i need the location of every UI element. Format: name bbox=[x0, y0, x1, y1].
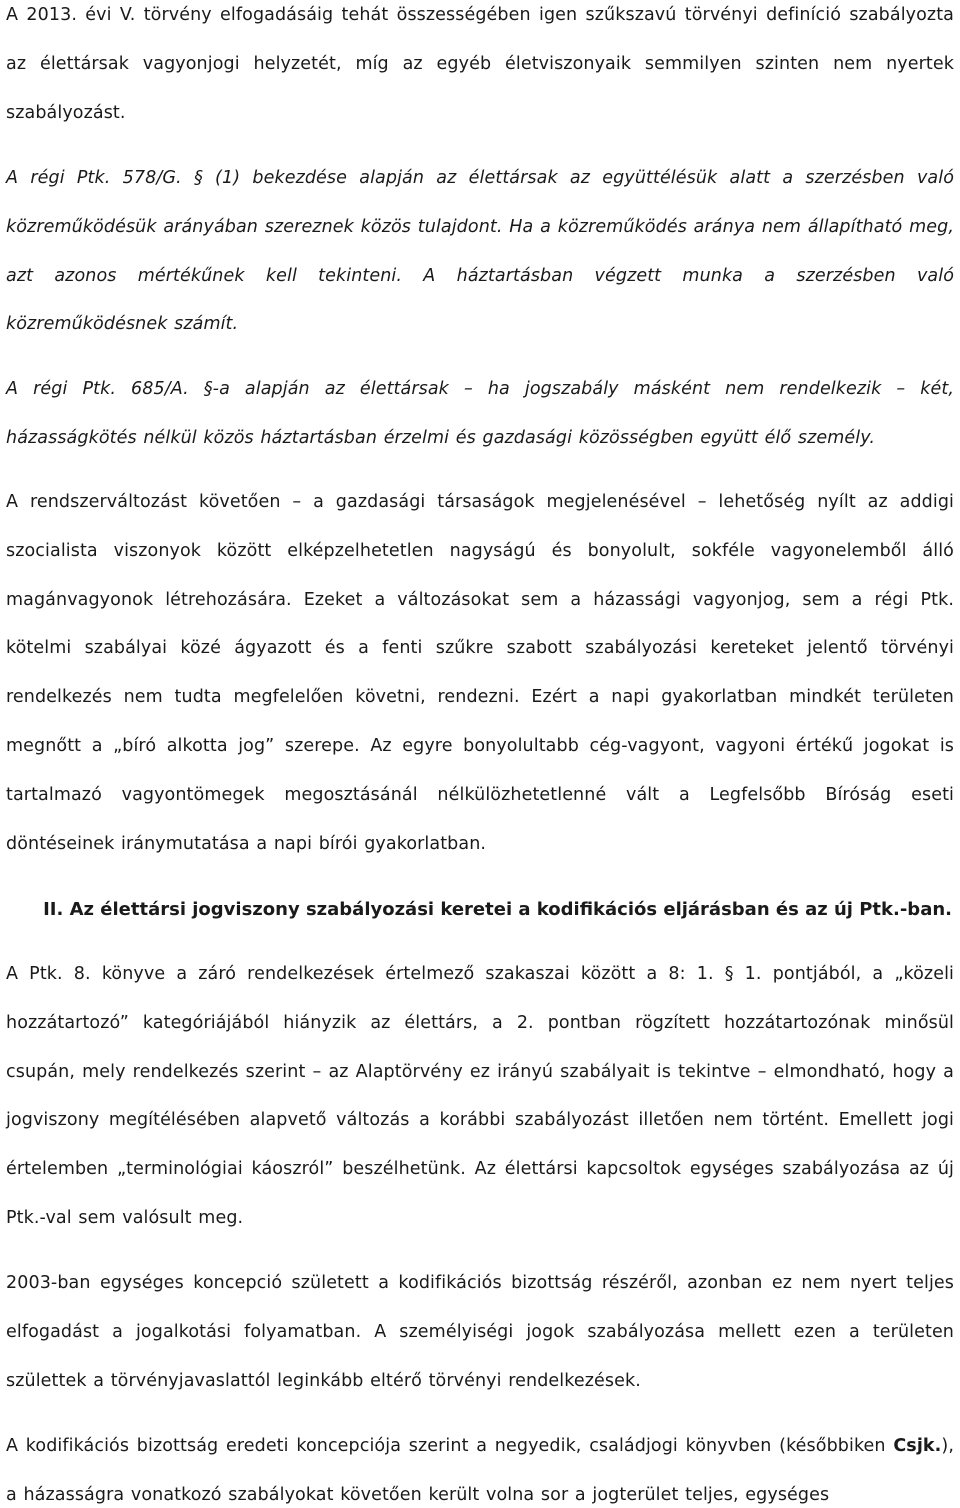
paragraph-definition-summary: A 2013. évi V. törvény elfogadásáig tehát összességében igen szűkszavú törvényi definíció szabályozta az élettársak vagyonjogi helyzetét, míg az egyéb életviszonyaik semmilyen szinten nem nyertek szabályozást. bbox=[6, 5, 954, 123]
paragraph-codification-committee bbox=[6, 1422, 954, 1508]
paragraph-ptk-book-8: A Ptk. 8. könyve a záró rendelkezések értelmező szakaszai között a 8: 1. § 1. pontjából, a „közeli hozzátartozó” kategóriájából hiányzik az élettárs, a 2. pontban rögzített hozzátartozónak minősül csupán, mely rendelkezés szerint – az Alaptörvény ez irányú szabályait is tekintve – elmondható, hogy a jogviszony megítélésében alapvető változás a korábbi szabályozást illetően nem történt. Emellett jogi értelemben „terminológiai káoszról” beszélhetünk. Az élettársi kapcsoltok egységes szabályozása az új Ptk.-val sem valósult meg. bbox=[6, 964, 954, 1228]
paragraph-text-end: ), a házasságra vonatkozó szabályokat követően került volna sor a jogterület teljes, egységes bbox=[6, 1436, 954, 1505]
paragraph-old-ptk-578g: A régi Ptk. 578/G. § (1) bekezdése alapján az élettársak az együttélésük alatt a szerzésben való közreműködésük arányában szereznek közös tulajdont. Ha a közreműködés aránya nem állapítható meg, azt azonos mértékűnek kell tekinteni. A háztartásban végzett munka a szerzésben való közreműködésnek számít. bbox=[6, 168, 954, 335]
paragraph-old-ptk-685a: A régi Ptk. 685/A. §-a alapján az élettársak – ha jogszabály másként nem rendelkezik – két, házasságkötés nélkül közös háztartásban érzelmi és gazdasági közösségben együtt élő személy. bbox=[6, 379, 954, 448]
section-heading bbox=[43, 898, 952, 922]
abbreviation-csjk: Csjk. bbox=[893, 1436, 942, 1456]
section-number: II. bbox=[43, 899, 64, 920]
paragraph-text-start: A kodifikációs bizottság eredeti koncepciója szerint a negyedik, családjogi könyvben (későbbiken bbox=[6, 1436, 894, 1456]
paragraph-2003-concept: 2003-ban egységes koncepció született a kodifikációs bizottság részéről, azonban ez nem nyert teljes elfogadást a jogalkotási folyamatban. A személyiségi jogok szabályozása mellett ezen a területen születtek a törvényjavaslattól leginkább eltérő törvényi rendelkezések. bbox=[6, 1273, 954, 1391]
section-title: Az élettársi jogviszony szabályozási keretei a kodifikációs eljárásban és az új Ptk.-ban. bbox=[69, 899, 952, 920]
paragraph-regime-change: A rendszerváltozást követően – a gazdasági társaságok megjelenésével – lehetőség nyílt az addigi szocialista viszonyok között elképzelhetetlen nagyságú és bonyolult, sokféle vagyonelemből álló magánvagyonok létrehozására. Ezeket a változásokat sem a házassági vagyonjog, sem a régi Ptk. kötelmi szabályai közé ágyazott és a fenti szűkre szabott szabályozási kereteket jelentő törvényi rendelkezés nem tudta megfelelően követni, rendezni. Ezért a napi gyakorlatban mindkét területen megnőtt a „bíró alkotta jog” szerepe. Az egyre bonyolultabb cég-vagyont, vagyoni értékű jogokat is tartalmazó vagyontömegek megosztásánál nélkülözhetetlenné vált a Legfelsőbb Bíróság eseti döntéseinek iránymutatása a napi bírói gyakorlatban. bbox=[6, 492, 954, 854]
